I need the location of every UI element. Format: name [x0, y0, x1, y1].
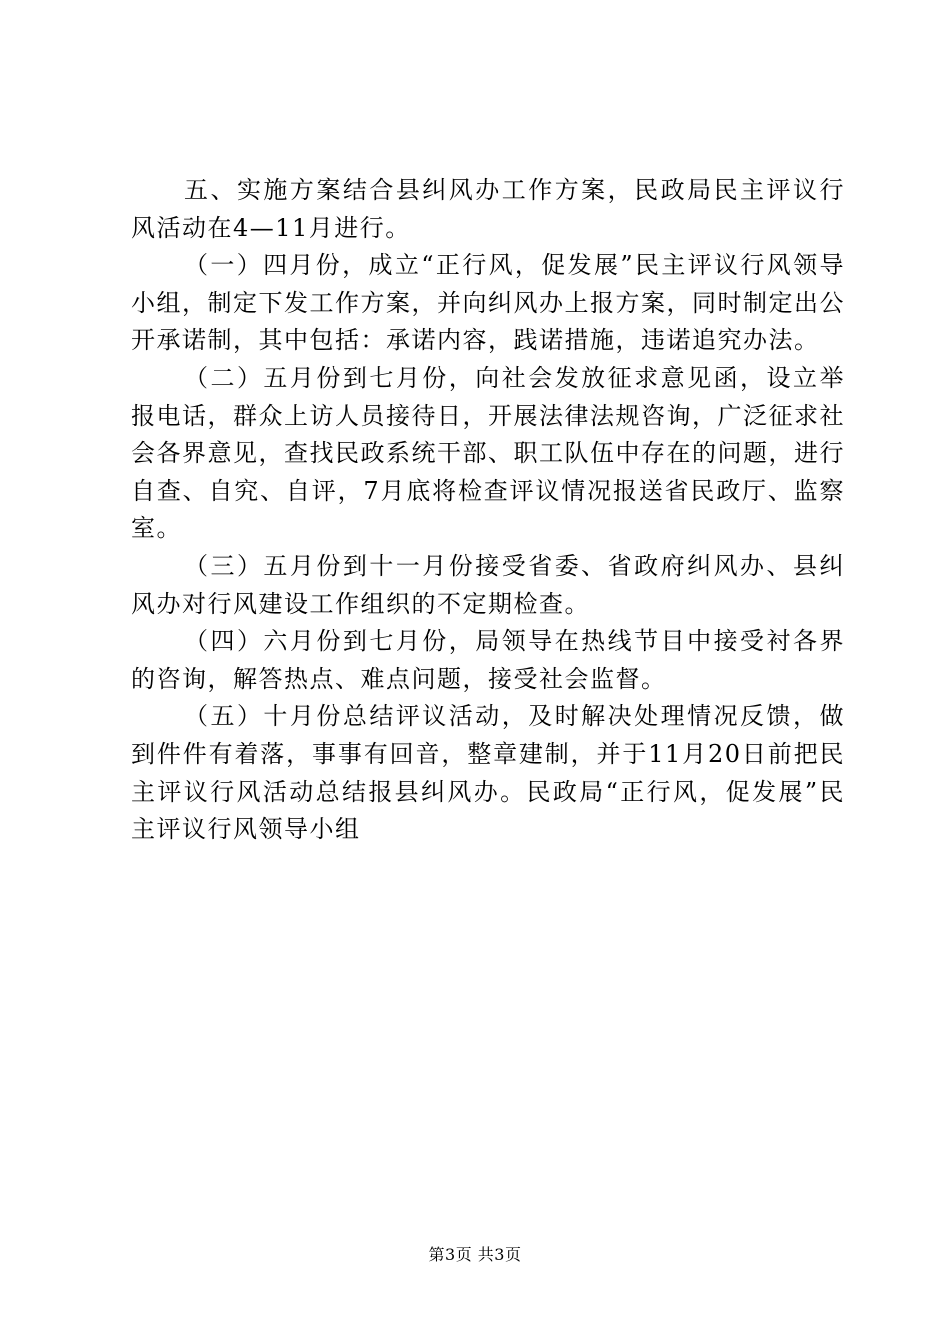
paragraph-implementation-plan: 五、实施方案结合县纠风办工作方案，民政局民主评议行风活动在4—11月进行。: [131, 176, 845, 242]
document-body: [131, 172, 845, 849]
paragraph-may-to-november: （三）五月份到十一月份接受省委、省政府纠风办、县纠风办对行风建设工作组织的不定期检查。: [131, 551, 845, 618]
page-number-footer: 第3页 共3页: [428, 1245, 522, 1264]
paragraph-april: （一）四月份，成立“正行风，促发展”民主评议行风领导小组，制定下发工作方案，并向纠风办上报方案，同时制定出公开承诺制，其中包括：承诺内容，践诺措施，违诺追究办法。: [131, 251, 845, 355]
paragraph-june-to-july: （四）六月份到七月份，局领导在热线节目中接受衬各界的咨询，解答热点、难点问题，接受社会监督。: [131, 627, 845, 693]
paragraph-may-to-july: （二）五月份到七月份，向社会发放征求意见函，设立举报电话，群众上访人员接待日，开展法律法规咨询，广泛征求社会各界意见，查找民政系统干部、职工队伍中存在的问题，进行自查、自究、自评，7月底将检查评议情况报送省民政厅、监察室。: [131, 363, 845, 543]
paragraph-october: （五）十月份总结评议活动，及时解决处理情况反馈，做到件件有着落，事事有回音，整章建制，并于11月20日前把民主评议行风活动总结报县纠风办。民政局“正行风，促发展”民主评议行风领导小组: [131, 702, 845, 844]
